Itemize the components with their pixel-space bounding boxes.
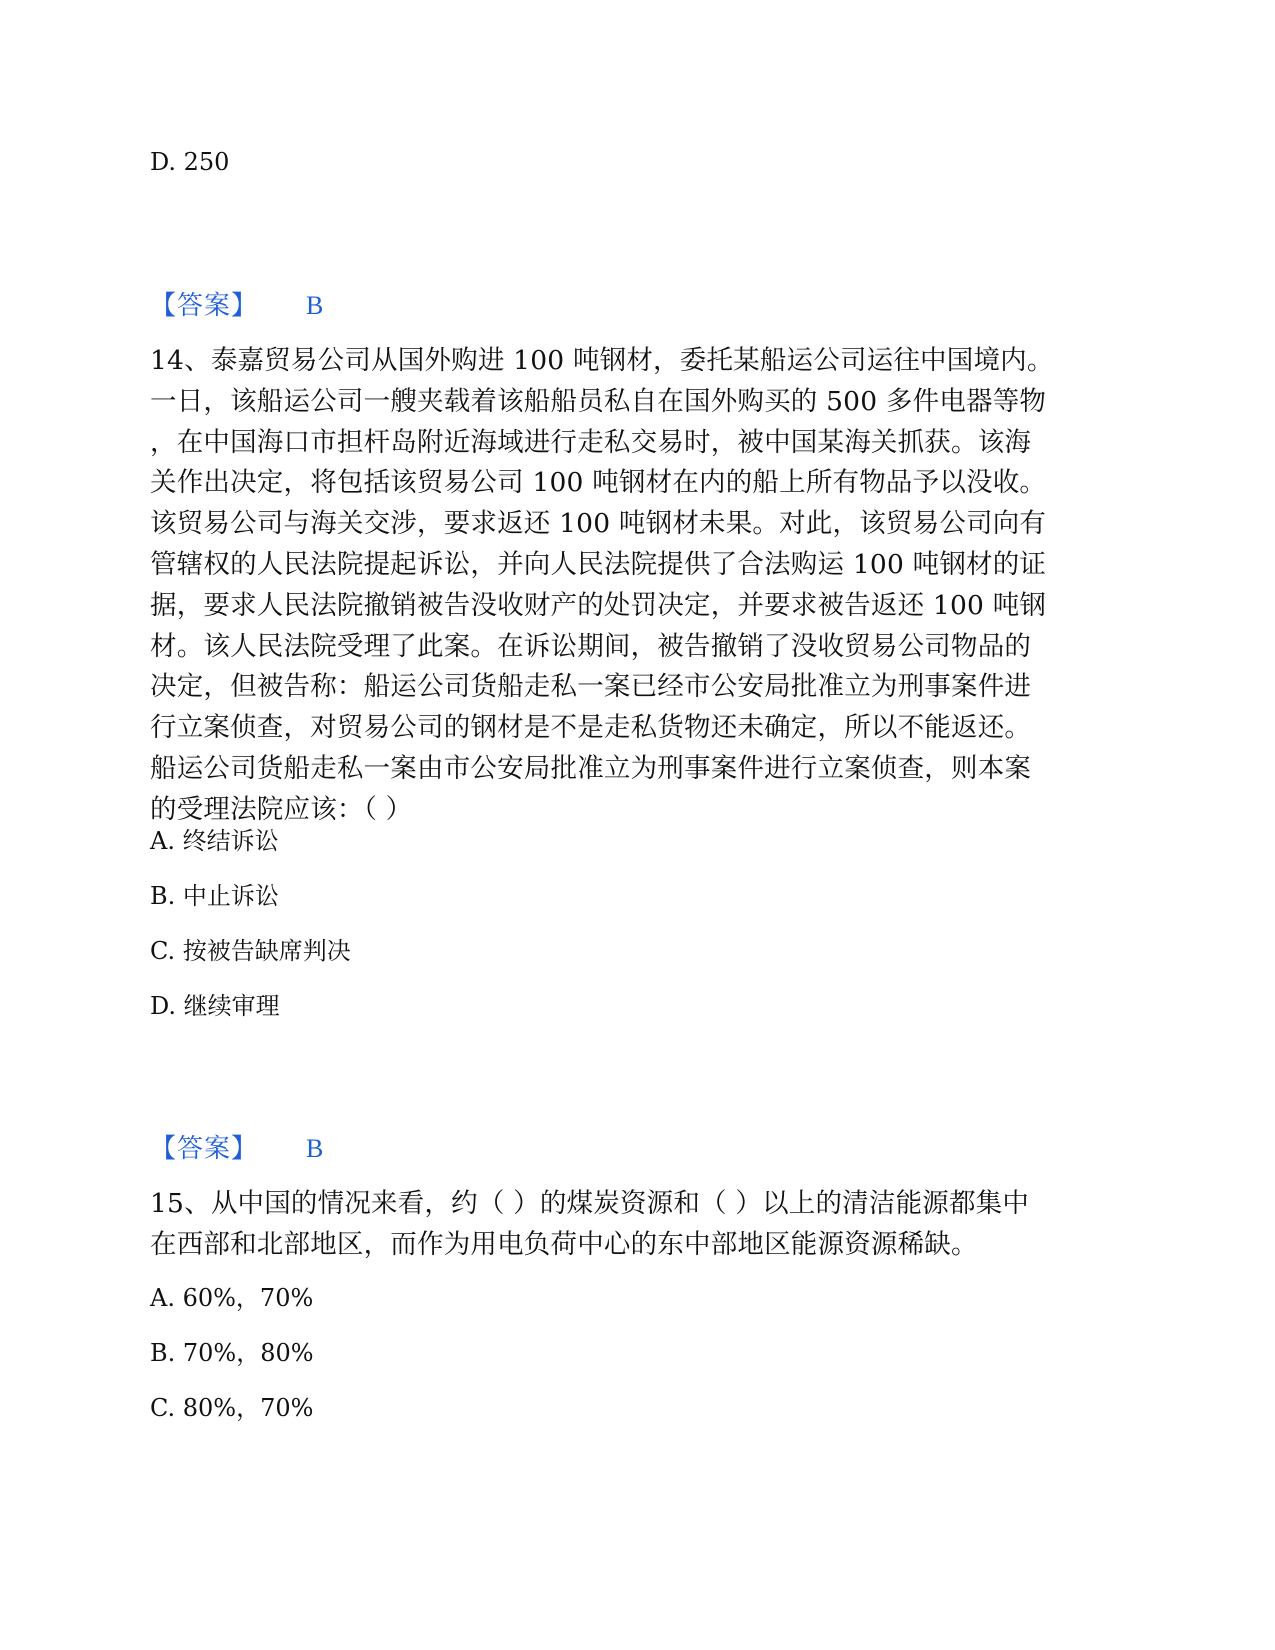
answer-value: B [306,291,324,320]
question-line: 据，要求人民法院撤销被告没收财产的处罚决定，并要求被告返还 100 吨钢 [150,589,1047,621]
question-line: 行立案侦查，对贸易公司的钢材是不是走私货物还未确定，所以不能返还。 [150,712,1032,744]
question-line: 船运公司货船走私一案由市公安局批准立为刑事案件进行立案侦查，则本案 [150,752,1032,784]
question-line: 15、从中国的情况来看，约（ ）的煤炭资源和（ ）以上的清洁能源都集中 [150,1188,1030,1219]
question-line: 决定，但被告称：船运公司货船走私一案已经市公安局批准立为刑事案件进 [150,671,1032,703]
option-a: A. 终结诉讼 [150,827,279,855]
option-b: B. 中止诉讼 [150,882,279,910]
question-line: 该贸易公司与海关交涉，要求返还 100 吨钢材未果。对此，该贸易公司向有 [150,508,1047,540]
option-d-top: D. 250 [150,148,230,176]
question-line: 管辖权的人民法院提起诉讼，并向人民法院提供了合法购运 100 吨钢材的证 [150,548,1047,580]
question-line: ，在中国海口市担杆岛附近海域进行走私交易时，被中国某海关抓获。该海 [150,426,1032,458]
answer-value: B [306,1134,324,1163]
question-line: 材。该人民法院受理了此案。在诉讼期间，被告撤销了没收贸易公司物品的 [150,630,1032,662]
option-c: C. 80%，70% [150,1394,314,1422]
question-15 [150,1184,1110,1266]
question-line: 的受理法院应该：（ ） [150,793,413,825]
question-line: 14、泰嘉贸易公司从国外购进 100 吨钢材，委托某船运公司运往中国境内。 [150,345,1054,376]
option-d: D. 继续审理 [150,992,280,1020]
question-line: 在西部和北部地区，而作为用电负荷中心的东中部地区能源资源稀缺。 [150,1228,978,1260]
option-a: A. 60%，70% [150,1284,314,1312]
answer-tag: 【答案】 [150,291,259,321]
option-c: C. 按被告缺席判决 [150,937,351,965]
answer-block-1 [150,290,323,322]
answer-block-2 [150,1133,323,1165]
answer-tag: 【答案】 [150,1134,259,1164]
question-line: 一日，该船运公司一艘夹载着该船船员私自在国外购买的 500 多件电器等物 [150,385,1047,417]
question-line: 关作出决定，将包括该贸易公司 100 吨钢材在内的船上所有物品予以没收。 [150,467,1047,499]
question-14 [150,341,1110,831]
option-b: B. 70%，80% [150,1339,314,1367]
